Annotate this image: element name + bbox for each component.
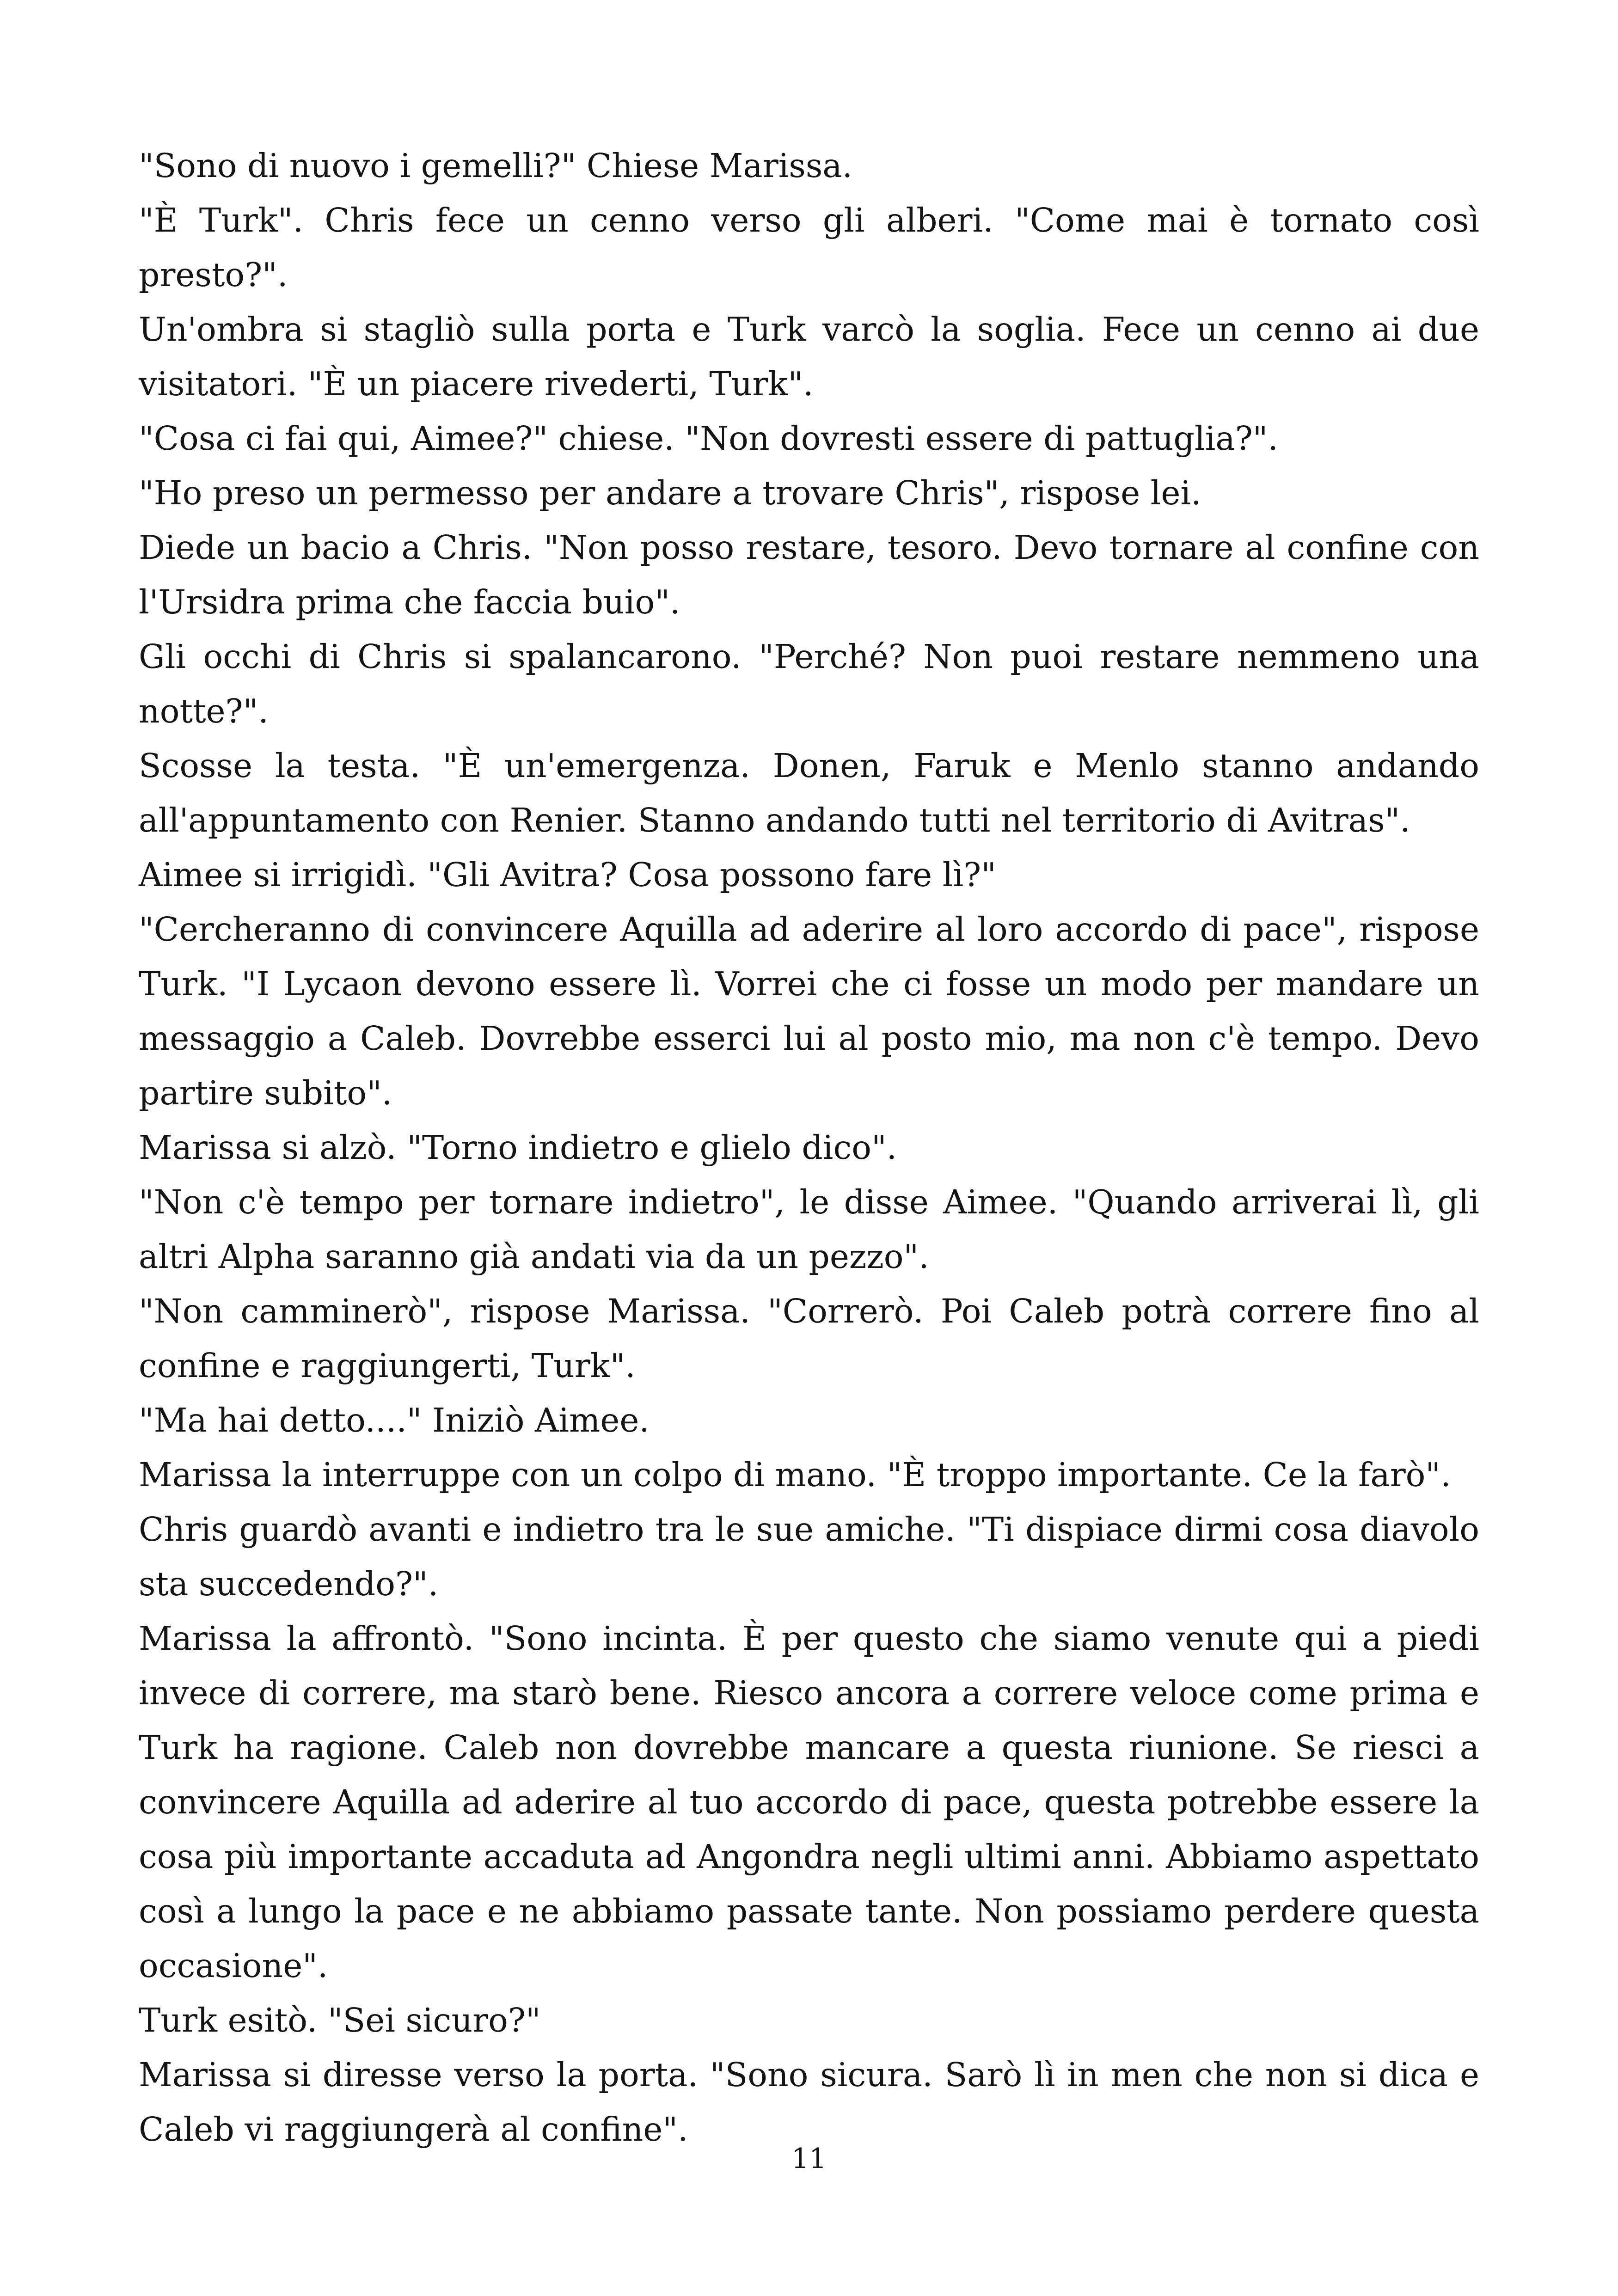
paragraph: Turk esitò. "Sei sicuro?" — [139, 2001, 541, 2039]
body-text — [139, 139, 1479, 2157]
paragraph: Marissa la affrontò. "Sono incinta. È per questo che siamo venute qui a piedi invece di correre, ma starò bene. Riesco ancora a correre veloce come prima e Turk ha ragione. Caleb non dovrebbe mancare a questa riunione. Se riesci a convincere Aquilla ad aderire al tuo accordo di pace, questa potrebbe essere la cosa più importante accaduta ad Angondra negli ultimi anni. Abbiamo aspettato così a lungo la pace e ne abbiamo passate tante. Non possiamo perdere questa occasione". — [139, 1619, 1479, 1985]
paragraph: Gli occhi di Chris si spalancarono. "Perché? Non puoi restare nemmeno una notte?". — [139, 637, 1479, 730]
paragraph: Marissa si diresse verso la porta. "Sono sicura. Sarò lì in men che non si dica e Caleb vi raggiungerà al confine". — [139, 2056, 1479, 2149]
paragraph: "Non c'è tempo per tornare indietro", le disse Aimee. "Quando arriverai lì, gli altri Alpha saranno già andati via da un pezzo". — [139, 1183, 1479, 1276]
paragraph: Aimee si irrigidì. "Gli Avitra? Cosa possono fare lì?" — [139, 856, 996, 894]
paragraph: Marissa la interruppe con un colpo di mano. "È troppo importante. Ce la farò". — [139, 1456, 1451, 1494]
page-number: 11 — [791, 2143, 827, 2175]
paragraph: Scosse la testa. "È un'emergenza. Donen, Faruk e Menlo stanno andando all'appuntamento con Renier. Stanno andando tutti nel territorio di Avitras". — [139, 747, 1479, 839]
paragraph: Chris guardò avanti e indietro tra le sue amiche. "Ti dispiace dirmi cosa diavolo sta succedendo?". — [139, 1510, 1479, 1603]
paragraph: "Ma hai detto...." Iniziò Aimee. — [139, 1401, 650, 1439]
paragraph: "È Turk". Chris fece un cenno verso gli alberi. "Come mai è tornato così presto?". — [139, 201, 1479, 294]
paragraph: "Non camminerò", rispose Marissa. "Correrò. Poi Caleb potrà correre fino al confine e raggiungerti, Turk". — [139, 1292, 1479, 1385]
paragraph: Marissa si alzò. "Torno indietro e glielo dico". — [139, 1128, 897, 1167]
paragraph: "Cercheranno di convincere Aquilla ad aderire al loro accordo di pace", rispose Turk. "I Lycaon devono essere lì. Vorrei che ci fosse un modo per mandare un messaggio a Caleb. Dovrebbe esserci lui al posto mio, ma non c'è tempo. Devo partire subito". — [139, 910, 1479, 1112]
paragraph: Diede un bacio a Chris. "Non posso restare, tesoro. Devo tornare al confine con l'Ursidra prima che faccia buio". — [139, 528, 1479, 621]
paragraph: "Ho preso un permesso per andare a trovare Chris", rispose lei. — [139, 474, 1201, 512]
paragraph: "Sono di nuovo i gemelli?" Chiese Marissa. — [139, 147, 853, 185]
paragraph: "Cosa ci fai qui, Aimee?" chiese. "Non dovresti essere di pattuglia?". — [139, 419, 1278, 458]
paragraph: Un'ombra si stagliò sulla porta e Turk varcò la soglia. Fece un cenno ai due visitatori. "È un piacere rivederti, Turk". — [139, 310, 1479, 403]
